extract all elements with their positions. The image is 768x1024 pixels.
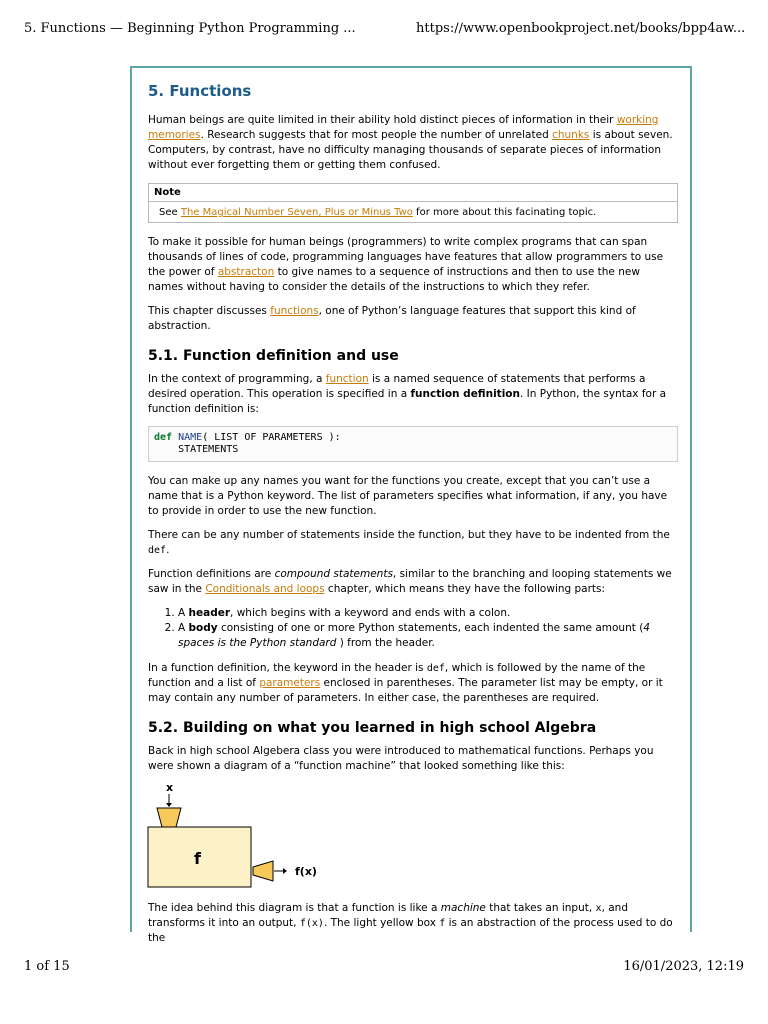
link-functions[interactable]: functions xyxy=(270,305,319,317)
link-working-memories[interactable]: working memories xyxy=(148,114,659,141)
link-abstracton[interactable]: abstracton xyxy=(217,266,275,278)
print-page-number: 1 of 15 xyxy=(24,959,70,974)
paragraph-compound-statements: Function definitions are compound statements, similar to the branching and looping statements we saw in the Conditionals and loops chapter, which means they have the following parts: xyxy=(148,568,672,595)
output-funnel xyxy=(253,861,273,881)
note-body: See The Magical Number Seven, Plus or Minus Two for more about this facinating topic. xyxy=(159,207,597,218)
section-heading-5-1: 5.1. Function definition and use xyxy=(148,348,399,364)
parts-list xyxy=(148,606,678,651)
code-block-def-syntax: def NAME( LIST OF PARAMETERS ): STATEMENTS xyxy=(148,426,678,462)
document-content xyxy=(148,82,678,955)
paragraph-names: You can make up any names you want for the functions you create, except that you can’t use a name that is a Python keyword. The list of parameters specifies what information, if any, you have to provide in order to use the new function. xyxy=(148,475,668,517)
diagram-input-label: x xyxy=(166,781,174,794)
diagram-output-label: f(x) xyxy=(295,865,317,878)
link-magical-number-seven[interactable]: The Magical Number Seven, Plus or Minus Two xyxy=(180,207,413,218)
print-url[interactable]: https://www.openbookproject.net/books/bpp4aw... xyxy=(416,21,746,36)
function-machine-diagram xyxy=(148,783,678,893)
note-title: Note xyxy=(149,184,677,202)
link-conditionals-and-loops[interactable]: Conditionals and loops xyxy=(205,583,325,595)
list-item: 2. A body consisting of one or more Python statements, each indented the same amount (4 spaces is the Python standard ) from the header. xyxy=(178,621,678,651)
page-title: 5. Functions xyxy=(148,82,252,100)
print-page-title: 5. Functions — Beginning Python Programming ... xyxy=(24,21,356,36)
list-item: 1. A header, which begins with a keyword and ends with a colon. xyxy=(178,606,678,621)
note-box xyxy=(148,183,678,223)
paragraph-intro: Human beings are quite limited in their ability hold distinct pieces of information in their working memories. Research suggests that for most people the number of unrelated chunks is about seven. Computers, by contrast, have no difficulty managing thousands of separate pieces of information without ever forgetting them or getting them confused. xyxy=(148,114,673,171)
input-funnel xyxy=(157,808,181,827)
output-arrow-head xyxy=(283,868,287,874)
paragraph-diagram-explanation: The idea behind this diagram is that a function is like a machine that takes an input, x, and transforms it into an output, f(x). The light yellow box f is an abstraction of the process used to do the xyxy=(148,902,673,944)
section-heading-5-2: 5.2. Building on what you learned in high school Algebra xyxy=(148,720,597,736)
link-function[interactable]: function xyxy=(325,373,369,385)
document-page xyxy=(130,66,692,944)
paragraph-function-context: In the context of programming, a function is a named sequence of statements that performs a desired operation. This operation is specified in a function definition. In Python, the syntax for a function definition is: xyxy=(148,373,667,415)
diagram-box-label: f xyxy=(194,849,201,868)
paragraph-algebra: Back in high school Algebera class you were introduced to mathematical functions. Perhaps you were shown a diagram of a “function machine” that looked something like this: xyxy=(148,745,654,772)
paragraph-abstraction: To make it possible for human beings (programmers) to write complex programs that can span thousands of lines of code, programming languages have features that allow programmers to use the power of abstracton to give names to a sequence of instructions and then to use the new names without having to consider the details of the instructions to which they refer. xyxy=(148,236,664,293)
link-chunks[interactable]: chunks xyxy=(552,129,590,141)
input-arrow-head xyxy=(166,803,172,807)
link-parameters[interactable]: parameters xyxy=(259,677,321,689)
print-datetime: 16/01/2023, 12:19 xyxy=(623,959,744,974)
paragraph-indentation: There can be any number of statements inside the function, but they have to be indented from the def. xyxy=(148,529,670,556)
paragraph-chapter-discusses: This chapter discusses functions, one of Python’s language features that support this kind of abstraction. xyxy=(148,305,636,332)
paragraph-def-keyword: In a function definition, the keyword in the header is def, which is followed by the name of the function and a list of parameters enclosed in parentheses. The parameter list may be empty, or it may contain any number of parameters. In either case, the parentheses are required. xyxy=(148,662,663,704)
function-machine-svg xyxy=(148,783,348,895)
